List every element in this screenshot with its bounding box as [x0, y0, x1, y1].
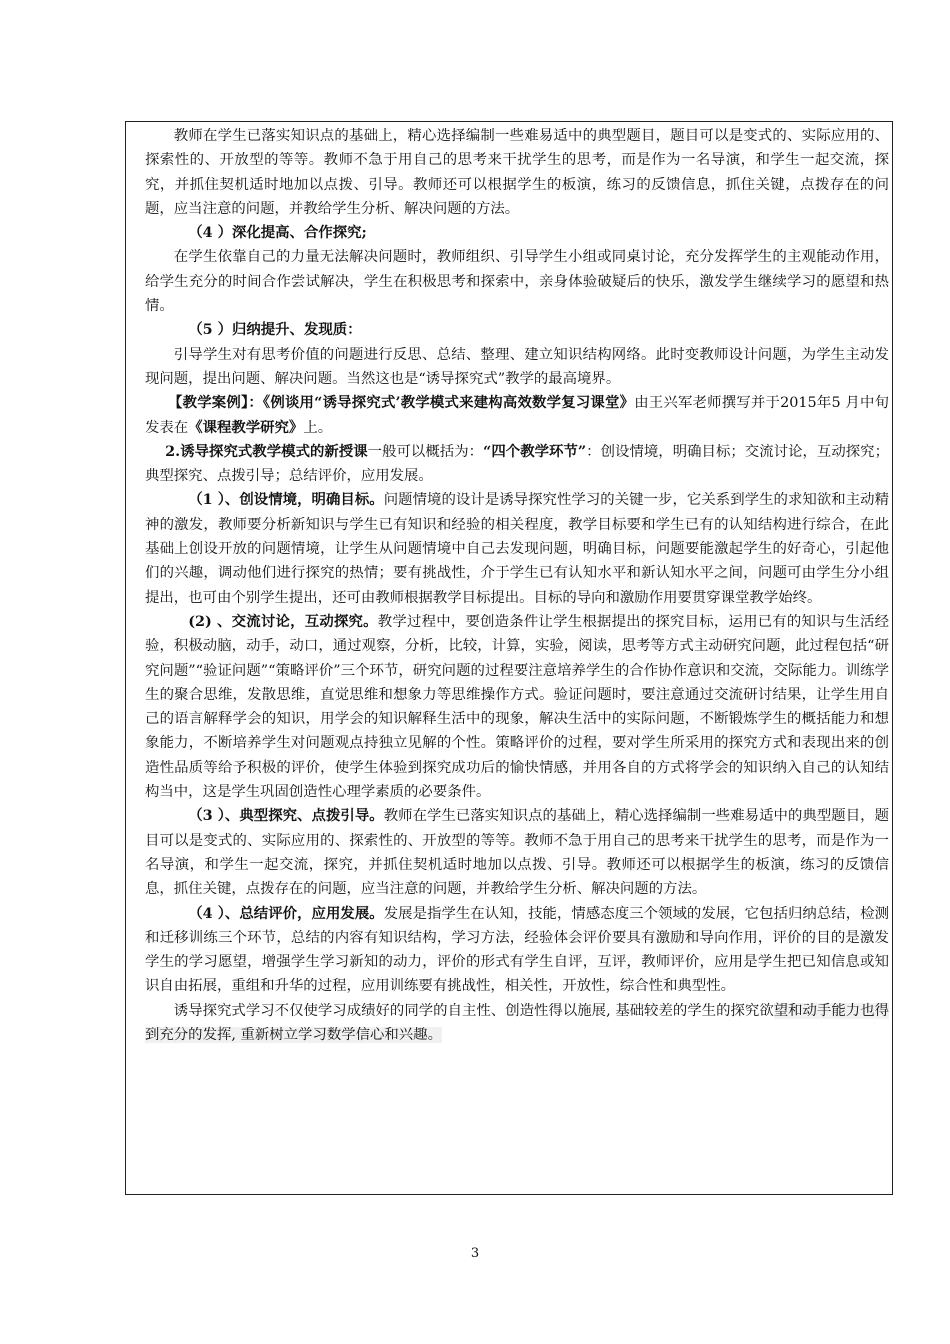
teaching-case: 【教学案例】：《例谈用“诱导探究式’教学模式来建构高效数学复习课堂》由王兴军老师撰写并于2015年5 月中旬发表在《课程教学研究》上。 — [145, 394, 889, 436]
paragraph-deepen: 在学生依靠自己的力量无法解决问题时，教师组织、引导学生小组或同桌讨论，充分发挥学生的主观能动作用，给学生充分的时间合作尝试解决，学生在积极思考和探索中，亲身体验破疑后的快乐，激发学生继续学习的愿望和热情。 — [145, 249, 889, 315]
step-2-heading: (2) 、交流讨论，互动探究。 — [188, 612, 378, 630]
document-body — [145, 124, 889, 1047]
step-3-heading: （3 ）、典型探究、点拨引导。 — [188, 807, 384, 825]
case-journal: 《课程教学研究》 — [188, 418, 304, 436]
page-number: 3 — [470, 1246, 480, 1261]
case-label: 【教学案例】：《例谈用“诱导探究式’教学模式来建构高效数学复习课堂》 — [168, 394, 635, 412]
step-2: (2) 、交流讨论，互动探究。教学过程中，要创造条件让学生根据提出的探究目标，运用已有的知识与生活经验，积极动脑，动手，动口，通过观察，分析，比较，计算，实验，阅读，思考等方式主动研究问题，此过程包括“研究问题”“验证问题”“策略评价”三个环节，研究问题的过程要注意培养学生的合作协作意识和交流，交际能力。训练学生的聚合思维，发散思维，直觉思维和想象力等思维操作方式。验证问题时，要注意通过交流研讨结果，让学生用自己的语言解释学会的知识，用学会的知识解释生活中的现象，解决生活中的实际问题，不断锻炼学生的概括能力和想象能力，不断培养学生对问题观点持独立见解的个性。策略评价的过程，要对学生所采用的探究方式和表现出来的创造性品质等给予积极的评价，使学生体验到探究成功后的愉快情感，并用各自的方式将学会的知识纳入自己的认知结构当中，这是学生巩固创造性心理学素质的必要条件。 — [145, 612, 889, 801]
paragraph-summarize: 引导学生对有思考价值的问题进行反思、总结、整理、建立知识结构网络。此时变教师设计问题，为学生主动发现问题，提出问题、解决问题。当然这也是“诱导探究式”教学的最高境界。 — [145, 346, 889, 387]
heading-summarize: （5 ）归纳提升、发现质： — [188, 321, 362, 339]
paragraph-typical-problems: 教师在学生已落实知识点的基础上，精心选择编制一些难易适中的典型题目，题目可以是变式的、实际应用的、探索性的、开放型的等等。教师不急于用自己的思考来干扰学生的思考，而是作为一名导演，和学生一起交流，探究，并抓住契机适时地加以点拨、引导。教师还可以根据学生的板演，练习的反馈信息，抓住关键，点拨存在的问题，应当注意的问题，并教给学生分析、解决问题的方法。 — [145, 128, 889, 217]
heading-deepen: （4 ）深化提高、合作探究; — [188, 224, 367, 242]
closing-paragraph: 诱导探究式学习不仅使学习成绩好的同学的自主性、创造性得以施展, 基础较差的学生的探究欲望和动手能力也得到充分的发挥, 重新树立学习数学信心和兴趣。 — [145, 1002, 889, 1043]
step-1-heading: （1 ）、创设情境，明确目标。 — [188, 491, 384, 509]
step-1: （1 ）、创设情境，明确目标。问题情境的设计是诱导探究性学习的关键一步，它关系到学生的求知欲和主动精神的激发，教师要分析新知识与学生已有知识和经验的相关程度，教学目标要和学生已有的认知结构进行综合，在此基础上创设开放的问题情境，让学生从问题情境中自己去发现问题，明确目标，问题要能激起学生的好奇心，引起他们的兴趣，调动他们进行探究的热情；要有挑战性，介于学生已有认知水平和新认知水平之间，问题可由学生分小组提出，也可由个别学生提出，还可由教师根据教学目标提出。目标的导向和激励作用要贯穿课堂教学始终。 — [145, 491, 889, 606]
step-4: （4 ）、总结评价，应用发展。发展是指学生在认知，技能，情感态度三个领域的发展，它包括归纳总结，检测和迁移训练三个环节，总结的内容有知识结构，学习方法，经验体会评价要具有激励和导向作用，评价的目的是激发学生的学习愿望，增强学生学习新知的动力，评价的形式有学生自评，互评，教师评价，应用是学生把已知信息或知识自由拓展，重组和升华的过程，应用训练要有挑战性，相关性，开放性，综合性和典型性。 — [145, 904, 889, 995]
step-3: （3 ）、典型探究、点拨引导。教师在学生已落实知识点的基础上，精心选择编制一些难易适中的典型题目，题目可以是变式的、实际应用的、探索性的、开放型的等等。教师不急于用自己的思考来干扰学生的思考，而是作为一名导演，和学生一起交流，探究，并抓住契机适时地加以点拨、引导。教师还可以根据学生的板演，练习的反馈信息，抓住关键，点拨存在的问题，应当注意的问题，并教给学生分析、解决问题的方法。 — [145, 807, 889, 898]
section-2-intro: 2.诱导探究式教学模式的新授课一般可以概括为：“四个教学环节”：创设情境，明确目标；交流讨论，互动探究；典型探究、点拨引导；总结评价，应用发展。 — [145, 442, 889, 485]
step-4-heading: （4 ）、总结评价，应用发展。 — [188, 904, 384, 922]
